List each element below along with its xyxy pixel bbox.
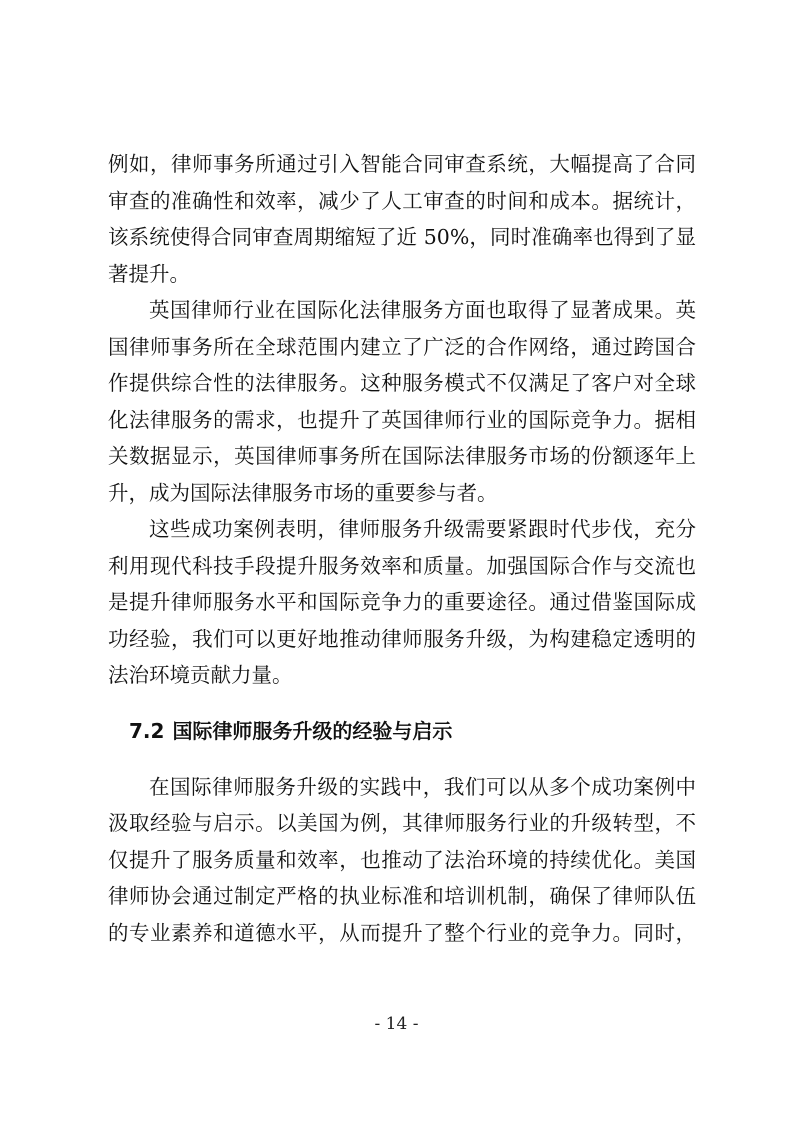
- text-line: 升，成为国际法律服务市场的重要参与者。: [108, 480, 498, 505]
- text-line: 的专业素养和道德水平，从而提升了整个行业的竞争力。同时，: [108, 920, 696, 945]
- section-heading: [129, 713, 696, 749]
- text-line: 在国际律师服务升级的实践中，我们可以从多个成功案例中: [149, 774, 696, 799]
- paragraph-4: [108, 769, 696, 952]
- section-title: 国际律师服务升级的经验与启示: [172, 718, 453, 743]
- paragraph-1: [108, 146, 696, 292]
- page-body: [108, 146, 696, 951]
- text-line: 功经验，我们可以更好地推动律师服务升级，为构建稳定透明的: [108, 626, 696, 651]
- text-line: 汲取经验与启示。以美国为例，其律师服务行业的升级转型，不: [108, 811, 696, 835]
- text-line: 该系统使得合同审查周期缩短了近 50%，同时准确率也得到了显: [108, 225, 696, 249]
- text-line: 审查的准确性和效率，减少了人工审查的时间和成本。据统计，: [108, 188, 696, 213]
- text-line: 英国律师行业在国际化法律服务方面也取得了显著成果。英: [149, 298, 696, 322]
- text-line: 作提供综合性的法律服务。这种服务模式不仅满足了客户对全球: [108, 371, 696, 395]
- text-line: 这些成功案例表明，律师服务升级需要紧跟时代步伐，充分: [149, 517, 696, 541]
- text-line: 著提升。: [108, 261, 190, 286]
- text-line: 化法律服务的需求，也提升了英国律师行业的国际竞争力。据相: [108, 407, 696, 432]
- section-number: 7.2: [129, 718, 165, 743]
- text-line: 律师协会通过制定严格的执业标准和培训机制，确保了律师队伍: [108, 884, 696, 908]
- text-line: 国律师事务所在全球范围内建立了广泛的合作网络，通过跨国合: [108, 334, 696, 359]
- text-line: 仅提升了服务质量和效率，也推动了法治环境的持续优化。美国: [108, 847, 696, 872]
- text-line: 例如，律师事务所通过引入智能合同审查系统，大幅提高了合同: [108, 152, 696, 176]
- text-line: 利用现代科技手段提升服务效率和质量。加强国际合作与交流也: [108, 553, 696, 578]
- text-line: 是提升律师服务水平和国际竞争力的重要途径。通过借鉴国际成: [108, 590, 696, 614]
- page-number: - 14 -: [374, 1014, 419, 1034]
- paragraph-2: [108, 292, 696, 511]
- text-line: 关数据显示，英国律师事务所在国际法律服务市场的份额逐年上: [108, 444, 696, 468]
- text-line: 法治环境贡献力量。: [108, 663, 293, 687]
- paragraph-3: [108, 511, 696, 694]
